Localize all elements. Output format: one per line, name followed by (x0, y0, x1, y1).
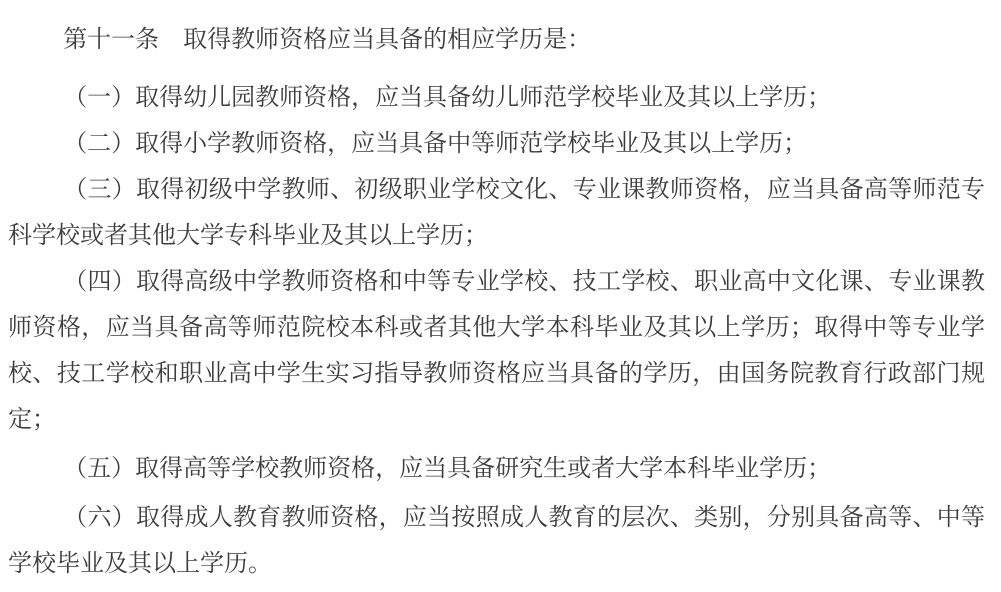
article-clause-1: （一）取得幼儿园教师资格，应当具备幼儿师范学校毕业及其以上学历； (63, 85, 832, 111)
article-clause-3: （三）取得初级中学教师、初级职业学校文化、专业课教师资格，应当具备高等师范专科学校或者其他大学专科毕业及其以上学历； (8, 177, 985, 249)
article-clause-6: （六）取得成人教育教师资格，应当按照成人教育的层次、类别，分别具备高等、中等学校毕业及其以上学历。 (8, 505, 985, 577)
article-body (8, 17, 985, 587)
article-intro-paragraph: 第十一条 取得教师资格应当具备的相应学历是： (63, 27, 592, 53)
article-clause-4: （四）取得高级中学教师资格和中等专业学校、技工学校、职业高中文化课、专业课教师资格，应当具备高等师范院校本科或者其他大学本科毕业及其以上学历；取得中等专业学校、技工学校和职业高中学生实习指导教师资格应当具备的学历，由国务院教育行政部门规定； (8, 269, 985, 433)
article-clause-5: （五）取得高等学校教师资格，应当具备研究生或者大学本科毕业学历； (63, 456, 832, 482)
article-clause-2: （二）取得小学教师资格，应当具备中等师范学校毕业及其以上学历； (63, 131, 808, 157)
